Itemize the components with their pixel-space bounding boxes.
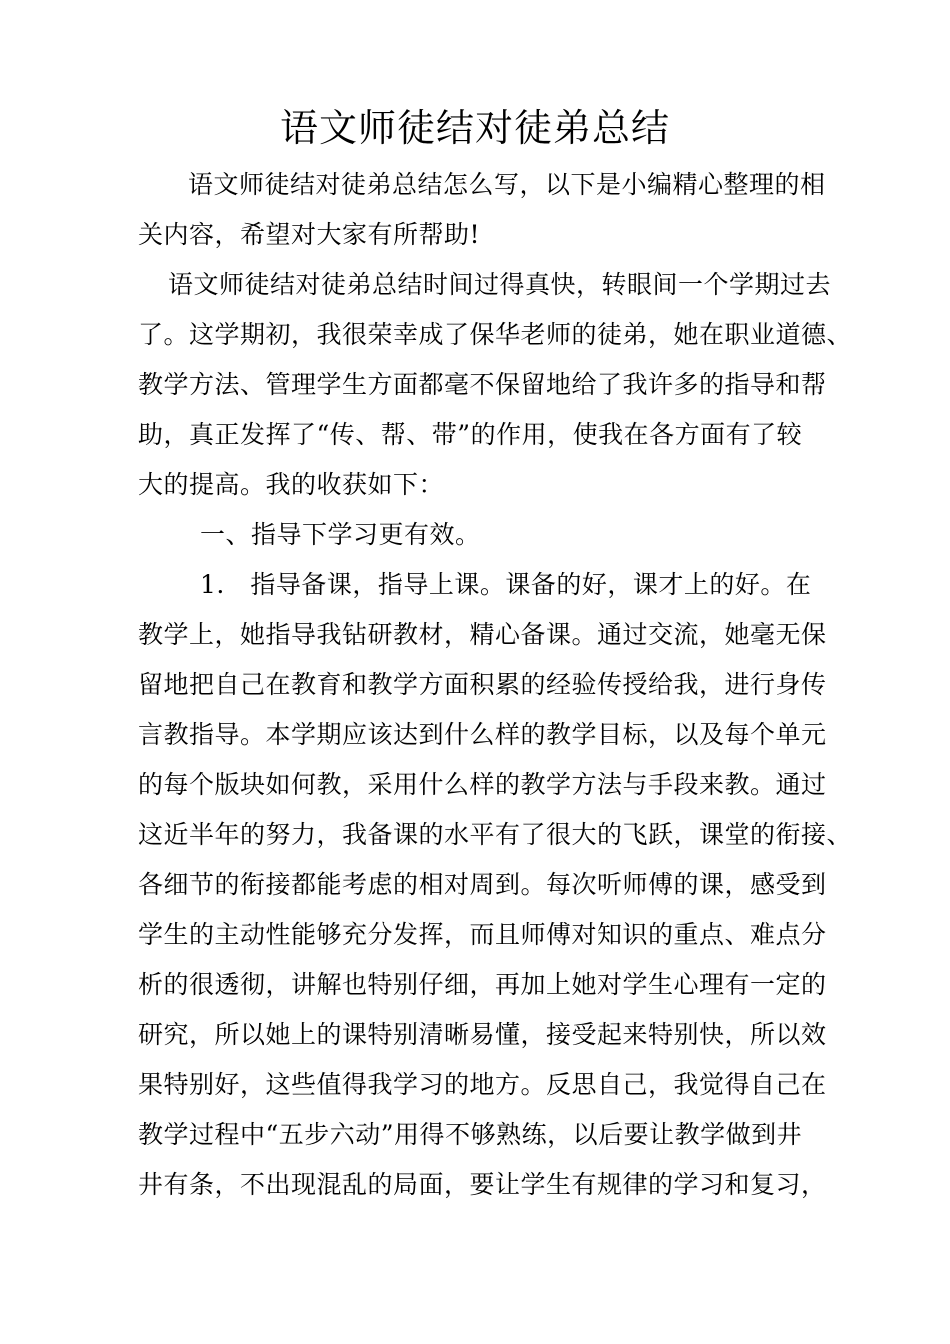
document-title: 语文师徒结对徒弟总结 (279, 106, 670, 150)
paragraph-line: 了。这学期初，我很荣幸成了保华老师的徒弟，她在职业道德、 (138, 320, 853, 349)
paragraph-line: 教学方法、管理学生方面都毫不保留地给了我许多的指导和帮 (138, 370, 827, 399)
paragraph-line: 关内容，希望对大家有所帮助! (138, 220, 481, 249)
paragraph-line: 学生的主动性能够充分发挥，而且师傅对知识的重点、难点分 (138, 920, 827, 949)
paragraph-line: 语文师徒结对徒弟总结时间过得真快，转眼间一个学期过去 (168, 270, 832, 299)
paragraph-line: 留地把自己在教育和教学方面积累的经验传授给我，进行身传 (138, 670, 827, 699)
paragraph-line: 1. 指导备课，指导上课。课备的好，课才上的好。在 (200, 570, 812, 599)
paragraph-line: 井有条，不出现混乱的局面，要让学生有规律的学习和复习， (138, 1170, 827, 1199)
paragraph-line: 的每个版块如何教，采用什么样的教学方法与手段来教。通过 (138, 770, 827, 799)
paragraph-line: 教学过程中“五步六动”用得不够熟练，以后要让教学做到井 (138, 1120, 803, 1149)
paragraph-line: 语文师徒结对徒弟总结怎么写，以下是小编精心整理的相 (188, 170, 826, 199)
paragraph-line: 教学上，她指导我钻研教材，精心备课。通过交流，她毫无保 (138, 620, 827, 649)
paragraph-line: 这近半年的努力，我备课的水平有了很大的飞跃，课堂的衔接、 (138, 820, 853, 849)
paragraph-line: 果特别好，这些值得我学习的地方。反思自己，我觉得自己在 (138, 1070, 827, 1099)
section-heading: 一、指导下学习更有效。 (200, 520, 481, 549)
paragraph-line: 言教指导。本学期应该达到什么样的教学目标，以及每个单元 (138, 720, 827, 749)
paragraph-line: 助，真正发挥了“传、帮、带”的作用，使我在各方面有了较 (138, 420, 803, 449)
paragraph-line: 研究，所以她上的课特别清晰易懂，接受起来特别快，所以效 (138, 1020, 827, 1049)
paragraph-line: 大的提高。我的收获如下： (138, 470, 445, 499)
paragraph-line: 析的很透彻，讲解也特别仔细，再加上她对学生心理有一定的 (138, 970, 827, 999)
document-body (138, 160, 853, 1210)
paragraph-line: 各细节的衔接都能考虑的相对周到。每次听师傅的课，感受到 (138, 870, 827, 899)
